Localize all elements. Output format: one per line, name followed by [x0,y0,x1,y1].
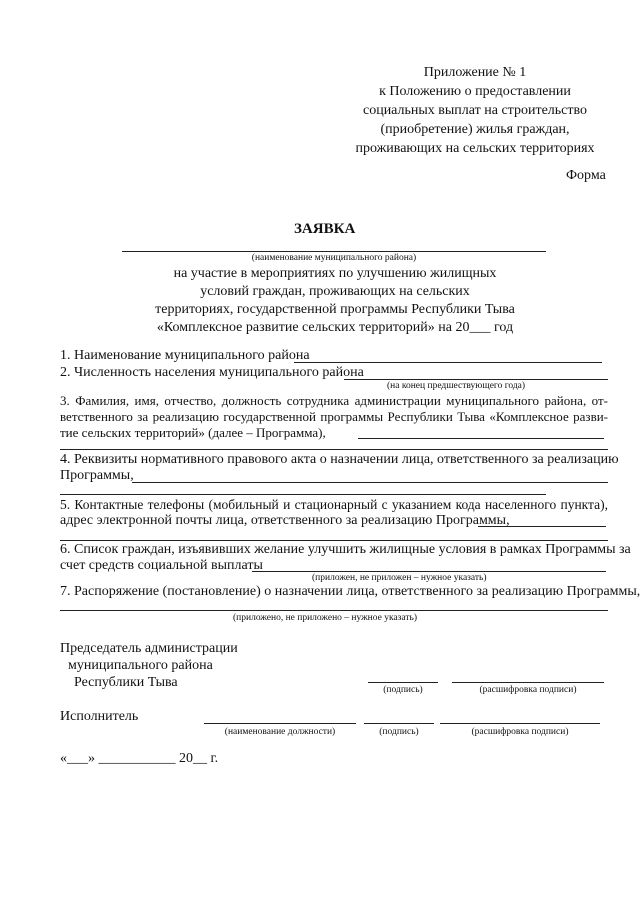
appendix-header [330,63,620,158]
appendix-header-line: (приобретение) жилья граждан, [380,122,570,137]
municipality-name-line [122,251,546,252]
item-6-line-1: 6. Список граждан, изъявивших желание улучшить жилищные условия в рамках Программы за [60,542,631,557]
executor-signature-line [364,723,434,724]
chairman-line: Республики Тыва [74,675,178,690]
item-3-line-3: тие сельских территорий» (далее – Программа), [60,425,326,440]
item-1-label: 1. Наименование муниципального района [60,348,310,363]
item-5-field-line [478,526,606,527]
item-5-line-1: 5. Контактные телефоны (мобильный и стационарный с указанием кода населенного пункта), [60,497,608,512]
item-6-hint: (приложен, не приложен – нужное указать) [312,573,487,583]
item-6-field-line [252,571,606,572]
chairman-line: муниципального района [68,658,213,673]
subtitle-line: условий граждан, проживающих на сельских [200,284,470,299]
document-title: ЗАЯВКА [294,221,356,237]
executor-decoding-hint: (расшифровка подписи) [471,727,569,737]
item-3-line-2: ветственного за реализацию государственной программы Республики Тыва «Комплексное разви- [60,409,608,424]
chairman-decoding-hint: (расшифровка подписи) [479,685,577,695]
item-2-field-line [344,379,608,380]
item-1-field-line [294,362,602,363]
executor-position-hint: (наименование должности) [224,727,336,737]
item-4-extra-line [60,494,546,495]
chairman-signature-line [368,682,438,683]
item-2-hint: (на конец предшествующего года) [387,381,526,391]
form-label: Форма [566,168,606,183]
item-7-line-1: 7. Распоряжение (постановление) о назначении лица, ответственного за реализацию Программы, [60,584,640,599]
subtitle-line: «Комплексное развитие сельских территорий» на 20___ год [156,320,514,335]
appendix-header-line: Приложение № 1 [423,65,527,80]
appendix-header-line: социальных выплат на строительство [362,103,588,118]
document-subtitle [100,265,570,337]
executor-signature-hint: (подпись) [379,727,419,737]
executor-label: Исполнитель [60,709,139,724]
date-line: «___» ___________ 20__ г. [60,751,219,766]
chairman-decoding-line [452,682,604,683]
item-5-line-2: адрес электронной почты лица, ответственного за реализацию Программы, [60,513,510,528]
executor-decoding-line [440,723,600,724]
item-3-line-1: 3. Фамилия, имя, отчество, должность сотрудника администрации муниципального района, от- [60,393,608,408]
item-7-field-line [60,610,608,611]
item-2-label: 2. Численность населения муниципального района [60,365,364,380]
chairman-signature-hint: (подпись) [383,685,423,695]
item-4-line-1: 4. Реквизиты нормативного правового акта о назначении лица, ответственного за реализацию [60,452,619,467]
subtitle-line: на участие в мероприятиях по улучшению жилищных [173,266,497,281]
appendix-header-line: проживающих на сельских территориях [355,141,595,156]
appendix-header-line: к Положению о предоставлении [379,84,571,99]
item-3-extra-line [60,449,608,450]
item-3-field-line [358,438,604,439]
item-4-line-2: Программы, [60,468,134,483]
executor-position-line [204,723,356,724]
item-6-line-2: счет средств социальной выплаты [60,558,263,573]
item-7-hint: (приложено, не приложено – нужное указать) [233,613,418,623]
item-4-field-line [132,482,608,483]
item-5-extra-line [60,540,608,541]
municipality-hint: (наименование муниципального района) [251,253,417,263]
chairman-line: Председатель администрации [60,641,238,656]
subtitle-line: территориях, государственной программы Республики Тыва [155,302,515,317]
chairman-block [60,640,238,691]
